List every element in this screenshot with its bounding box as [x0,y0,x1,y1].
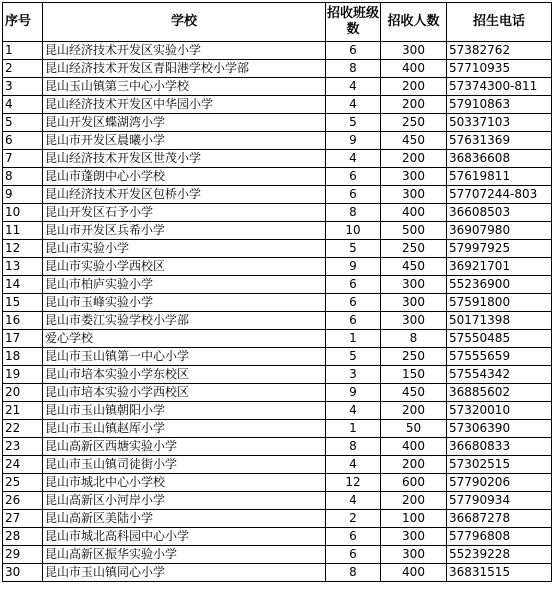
cell-classes: 6 [326,276,381,294]
cell-classes: 12 [326,474,381,492]
cell-students: 200 [381,78,447,96]
table-row [3,546,552,564]
cell-phone: 57306390 [447,420,552,438]
cell-num: 25 [3,474,43,492]
header-phone: 招生电话 [447,3,552,42]
table-row [3,222,552,240]
table-row [3,96,552,114]
cell-classes: 4 [326,402,381,420]
header-students: 招收人数 [381,3,447,42]
table-row [3,42,552,60]
table-row [3,402,552,420]
cell-school: 昆山市娄江实验学校小学部 [43,312,326,330]
cell-num: 9 [3,186,43,204]
cell-phone: 57997925 [447,240,552,258]
cell-school: 昆山高新区美陆小学 [43,510,326,528]
cell-num: 2 [3,60,43,78]
cell-num: 15 [3,294,43,312]
cell-phone: 57382762 [447,42,552,60]
cell-phone: 36921701 [447,258,552,276]
cell-students: 300 [381,168,447,186]
table-row [3,168,552,186]
cell-num: 18 [3,348,43,366]
cell-students: 300 [381,312,447,330]
cell-phone: 57320010 [447,402,552,420]
cell-phone: 57910863 [447,96,552,114]
cell-num: 27 [3,510,43,528]
cell-num: 22 [3,420,43,438]
cell-phone: 57555659 [447,348,552,366]
table-row [3,258,552,276]
table-body [3,42,552,582]
cell-classes: 5 [326,348,381,366]
cell-students: 8 [381,330,447,348]
cell-students: 250 [381,114,447,132]
cell-num: 11 [3,222,43,240]
cell-classes: 6 [326,528,381,546]
table-row [3,78,552,96]
table-row [3,204,552,222]
cell-classes: 4 [326,96,381,114]
cell-students: 300 [381,186,447,204]
cell-num: 13 [3,258,43,276]
cell-num: 3 [3,78,43,96]
cell-school: 昆山市培本实验小学东校区 [43,366,326,384]
cell-classes: 6 [326,294,381,312]
table-row [3,348,552,366]
cell-students: 250 [381,240,447,258]
table-row [3,474,552,492]
cell-school: 昆山经济技术开发区实验小学 [43,42,326,60]
cell-students: 600 [381,474,447,492]
cell-school: 昆山市城北高科园中心小学 [43,528,326,546]
cell-num: 10 [3,204,43,222]
cell-num: 28 [3,528,43,546]
cell-phone: 57710935 [447,60,552,78]
cell-school: 昆山高新区西塘实验小学 [43,438,326,456]
cell-students: 200 [381,402,447,420]
cell-school: 昆山市玉山镇司徒街小学 [43,456,326,474]
cell-students: 450 [381,132,447,150]
cell-classes: 8 [326,204,381,222]
cell-school: 昆山高新区小河岸小学 [43,492,326,510]
cell-phone: 36907980 [447,222,552,240]
cell-phone: 57554342 [447,366,552,384]
cell-school: 昆山开发区蝶湖湾小学 [43,114,326,132]
table-row [3,510,552,528]
cell-students: 450 [381,258,447,276]
cell-phone: 36608503 [447,204,552,222]
cell-school: 昆山市玉山镇赵厍小学 [43,420,326,438]
cell-school: 昆山高新区振华实验小学 [43,546,326,564]
table-row [3,276,552,294]
cell-school: 昆山市实验小学 [43,240,326,258]
cell-classes: 8 [326,60,381,78]
cell-students: 300 [381,42,447,60]
cell-phone: 36831515 [447,564,552,582]
cell-phone: 55239228 [447,546,552,564]
cell-classes: 6 [326,168,381,186]
table-row [3,240,552,258]
cell-num: 1 [3,42,43,60]
cell-phone: 57374300-811 [447,78,552,96]
cell-classes: 6 [326,42,381,60]
cell-students: 450 [381,384,447,402]
cell-students: 400 [381,564,447,582]
cell-phone: 57591800 [447,294,552,312]
enrollment-table [2,2,552,582]
cell-num: 17 [3,330,43,348]
cell-phone: 36687278 [447,510,552,528]
cell-classes: 9 [326,258,381,276]
cell-classes: 1 [326,330,381,348]
cell-phone: 57796808 [447,528,552,546]
cell-classes: 9 [326,132,381,150]
cell-classes: 4 [326,492,381,510]
table-row [3,384,552,402]
cell-classes: 3 [326,366,381,384]
table-row [3,456,552,474]
cell-num: 5 [3,114,43,132]
cell-num: 21 [3,402,43,420]
cell-num: 12 [3,240,43,258]
table-row [3,366,552,384]
cell-num: 26 [3,492,43,510]
cell-classes: 1 [326,420,381,438]
cell-num: 16 [3,312,43,330]
cell-phone: 50171398 [447,312,552,330]
cell-classes: 9 [326,384,381,402]
cell-classes: 6 [326,312,381,330]
cell-classes: 8 [326,438,381,456]
cell-students: 200 [381,456,447,474]
cell-phone: 57790934 [447,492,552,510]
cell-classes: 6 [326,186,381,204]
table-row [3,114,552,132]
cell-school: 昆山市玉山镇同心小学 [43,564,326,582]
table-row [3,438,552,456]
cell-students: 300 [381,528,447,546]
cell-students: 250 [381,348,447,366]
cell-phone: 57790206 [447,474,552,492]
cell-school: 昆山市城北中心小学校 [43,474,326,492]
cell-phone: 50337103 [447,114,552,132]
cell-phone: 36885602 [447,384,552,402]
cell-school: 昆山市玉峰实验小学 [43,294,326,312]
cell-phone: 36836608 [447,150,552,168]
cell-num: 30 [3,564,43,582]
table-row [3,528,552,546]
cell-students: 300 [381,276,447,294]
cell-school: 昆山经济技术开发区青阳港学校小学部 [43,60,326,78]
cell-students: 150 [381,366,447,384]
cell-classes: 5 [326,114,381,132]
cell-students: 300 [381,294,447,312]
cell-students: 200 [381,96,447,114]
cell-school: 昆山经济技术开发区中华园小学 [43,96,326,114]
cell-classes: 4 [326,456,381,474]
cell-classes: 4 [326,78,381,96]
header-row [3,3,552,42]
header-classes: 招收班级数 [326,3,381,42]
cell-school: 爱心学校 [43,330,326,348]
table-row [3,492,552,510]
cell-classes: 6 [326,546,381,564]
cell-phone: 57631369 [447,132,552,150]
cell-school: 昆山市蓬朗中心小学校 [43,168,326,186]
cell-students: 300 [381,546,447,564]
cell-num: 8 [3,168,43,186]
table-row [3,330,552,348]
cell-school: 昆山市培本实验小学西校区 [43,384,326,402]
table-row [3,150,552,168]
cell-students: 400 [381,60,447,78]
header-num: 序号 [3,3,43,42]
cell-classes: 2 [326,510,381,528]
table-row [3,294,552,312]
cell-school: 昆山市开发区晨曦小学 [43,132,326,150]
table-row [3,312,552,330]
cell-num: 19 [3,366,43,384]
cell-school: 昆山玉山镇第三中心小学校 [43,78,326,96]
cell-classes: 5 [326,240,381,258]
cell-students: 400 [381,438,447,456]
cell-phone: 57550485 [447,330,552,348]
header-school: 学校 [43,3,326,42]
cell-phone: 57619811 [447,168,552,186]
cell-num: 14 [3,276,43,294]
cell-phone: 55236900 [447,276,552,294]
cell-students: 500 [381,222,447,240]
cell-school: 昆山市玉山镇朝阳小学 [43,402,326,420]
cell-phone: 57707244-803 [447,186,552,204]
cell-num: 23 [3,438,43,456]
cell-classes: 8 [326,564,381,582]
cell-num: 7 [3,150,43,168]
cell-students: 100 [381,510,447,528]
cell-students: 200 [381,492,447,510]
cell-students: 400 [381,204,447,222]
cell-students: 50 [381,420,447,438]
table-row [3,186,552,204]
cell-num: 29 [3,546,43,564]
cell-school: 昆山市柏庐实验小学 [43,276,326,294]
cell-phone: 36680833 [447,438,552,456]
table-row [3,564,552,582]
cell-num: 4 [3,96,43,114]
cell-school: 昆山经济技术开发区包桥小学 [43,186,326,204]
cell-school: 昆山开发区石予小学 [43,204,326,222]
cell-classes: 4 [326,150,381,168]
table-row [3,132,552,150]
cell-students: 200 [381,150,447,168]
cell-classes: 10 [326,222,381,240]
table-row [3,60,552,78]
cell-school: 昆山经济技术开发区世茂小学 [43,150,326,168]
cell-school: 昆山市玉山镇第一中心小学 [43,348,326,366]
cell-phone: 57302515 [447,456,552,474]
cell-num: 24 [3,456,43,474]
cell-num: 20 [3,384,43,402]
table-row [3,420,552,438]
cell-num: 6 [3,132,43,150]
cell-school: 昆山市开发区兵希小学 [43,222,326,240]
cell-school: 昆山市实验小学西校区 [43,258,326,276]
